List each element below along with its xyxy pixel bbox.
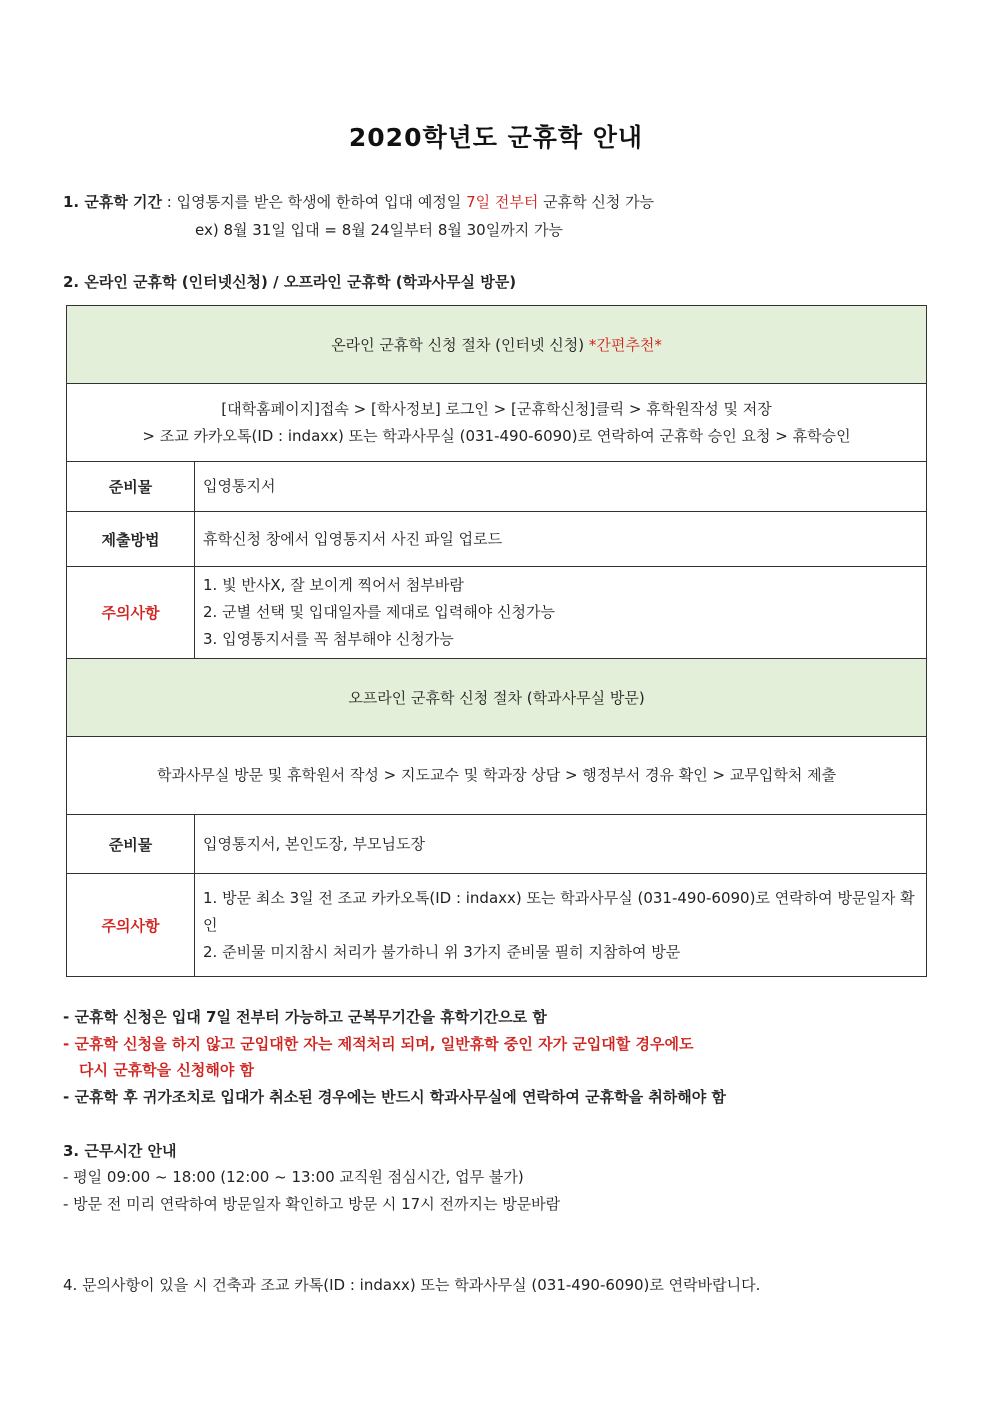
offline-caution-item: 1. 방문 최소 3일 전 조교 카카오톡(ID : indaxx) 또는 학과사무실 (031-490-6090)로 연락하여 방문일자 확인 <box>203 888 915 934</box>
online-submit-value: 휴학신청 창에서 입영통지서 사진 파일 업로드 <box>195 512 927 567</box>
offline-prep-label: 준비물 <box>67 815 195 874</box>
section-1-example: ex) 8월 31일 입대 = 8월 24일부터 8월 30일까지 가능 <box>195 221 563 239</box>
online-caution-item: 1. 빛 반사X, 잘 보이게 찍어서 첨부바람 <box>203 576 464 594</box>
online-flow <box>67 384 927 462</box>
online-caution-label: 주의사항 <box>67 567 195 659</box>
offline-caution-label: 주의사항 <box>67 874 195 977</box>
online-caution-item: 2. 군별 선택 및 입대일자를 제대로 입력해야 신청가능 <box>203 603 555 621</box>
section-4-contact: 4. 문의사항이 있을 시 건축과 조교 카톡(ID : indaxx) 또는 학과사무실 (031-490-6090)로 연락바랍니다. <box>63 1276 761 1294</box>
section-1-text-a: 입영통지를 받은 학생에 한하여 입대 예정일 <box>176 193 467 211</box>
section-1-highlight: 7일 전부터 <box>466 193 539 211</box>
note-1: - 군휴학 신청은 입대 7일 전부터 가능하고 군복무기간을 휴학기간으로 함 <box>63 1008 547 1026</box>
online-flow-line-2: > 조교 카카오톡(ID : indaxx) 또는 학과사무실 (031-490-6090)로 연락하여 군휴학 승인 요청 > 휴학승인 <box>142 426 851 445</box>
section-3-line-2: - 방문 전 미리 연락하여 방문일자 확인하고 방문 시 17시 전까지는 방문바람 <box>63 1195 561 1213</box>
note-2-line-2: 다시 군휴학을 신청해야 함 <box>79 1061 255 1079</box>
offline-procedure-header: 오프라인 군휴학 신청 절차 (학과사무실 방문) <box>67 659 927 737</box>
section-1-label: 1. 군휴학 기간 <box>63 193 163 211</box>
procedure-table <box>66 305 927 977</box>
note-2-line-1: - 군휴학 신청을 하지 않고 군입대한 자는 제적처리 되며, 일반휴학 중인 자가 군입대할 경우에도 <box>63 1035 694 1053</box>
online-flow-line-1: [대학홈페이지]접속 > [학사정보] 로그인 > [군휴학신청]클릭 > 휴학원작성 및 저장 <box>221 399 772 418</box>
online-procedure-header <box>67 306 927 384</box>
section-1-colon: : <box>162 193 177 211</box>
offline-caution-item: 2. 준비물 미지참시 처리가 불가하니 위 3가지 준비물 필히 지참하여 방문 <box>203 942 681 961</box>
online-caution-item: 3. 입영통지서를 꼭 첨부해야 신청가능 <box>203 630 454 648</box>
section-1-text-b: 군휴학 신청 가능 <box>538 193 655 211</box>
section-3-heading: 3. 근무시간 안내 <box>63 1142 177 1160</box>
online-submit-label: 제출방법 <box>67 512 195 567</box>
section-3-line-1: - 평일 09:00 ~ 18:00 (12:00 ~ 13:00 교직원 점심시간, 업무 불가) <box>63 1168 524 1186</box>
offline-caution-list <box>195 874 927 977</box>
section-2-heading: 2. 온라인 군휴학 (인터넷신청) / 오프라인 군휴학 (학과사무실 방문) <box>63 273 517 291</box>
recommend-badge: *간편추천* <box>588 336 662 354</box>
offline-prep-value: 입영통지서, 본인도장, 부모님도장 <box>195 815 927 874</box>
offline-flow: 학과사무실 방문 및 휴학원서 작성 > 지도교수 및 학과장 상담 > 행정부서 경유 확인 > 교무입학처 제출 <box>67 737 927 815</box>
section-1-period <box>63 191 654 212</box>
online-header-text: 온라인 군휴학 신청 절차 (인터넷 신청) <box>331 336 589 354</box>
online-prep-value: 입영통지서 <box>195 462 927 512</box>
online-prep-label: 준비물 <box>67 462 195 512</box>
page-title: 2020학년도 군휴학 안내 <box>348 123 644 152</box>
note-3: - 군휴학 후 귀가조치로 입대가 취소된 경우에는 반드시 학과사무실에 연락하여 군휴학을 취하해야 함 <box>63 1088 726 1106</box>
online-caution-list <box>195 567 927 659</box>
